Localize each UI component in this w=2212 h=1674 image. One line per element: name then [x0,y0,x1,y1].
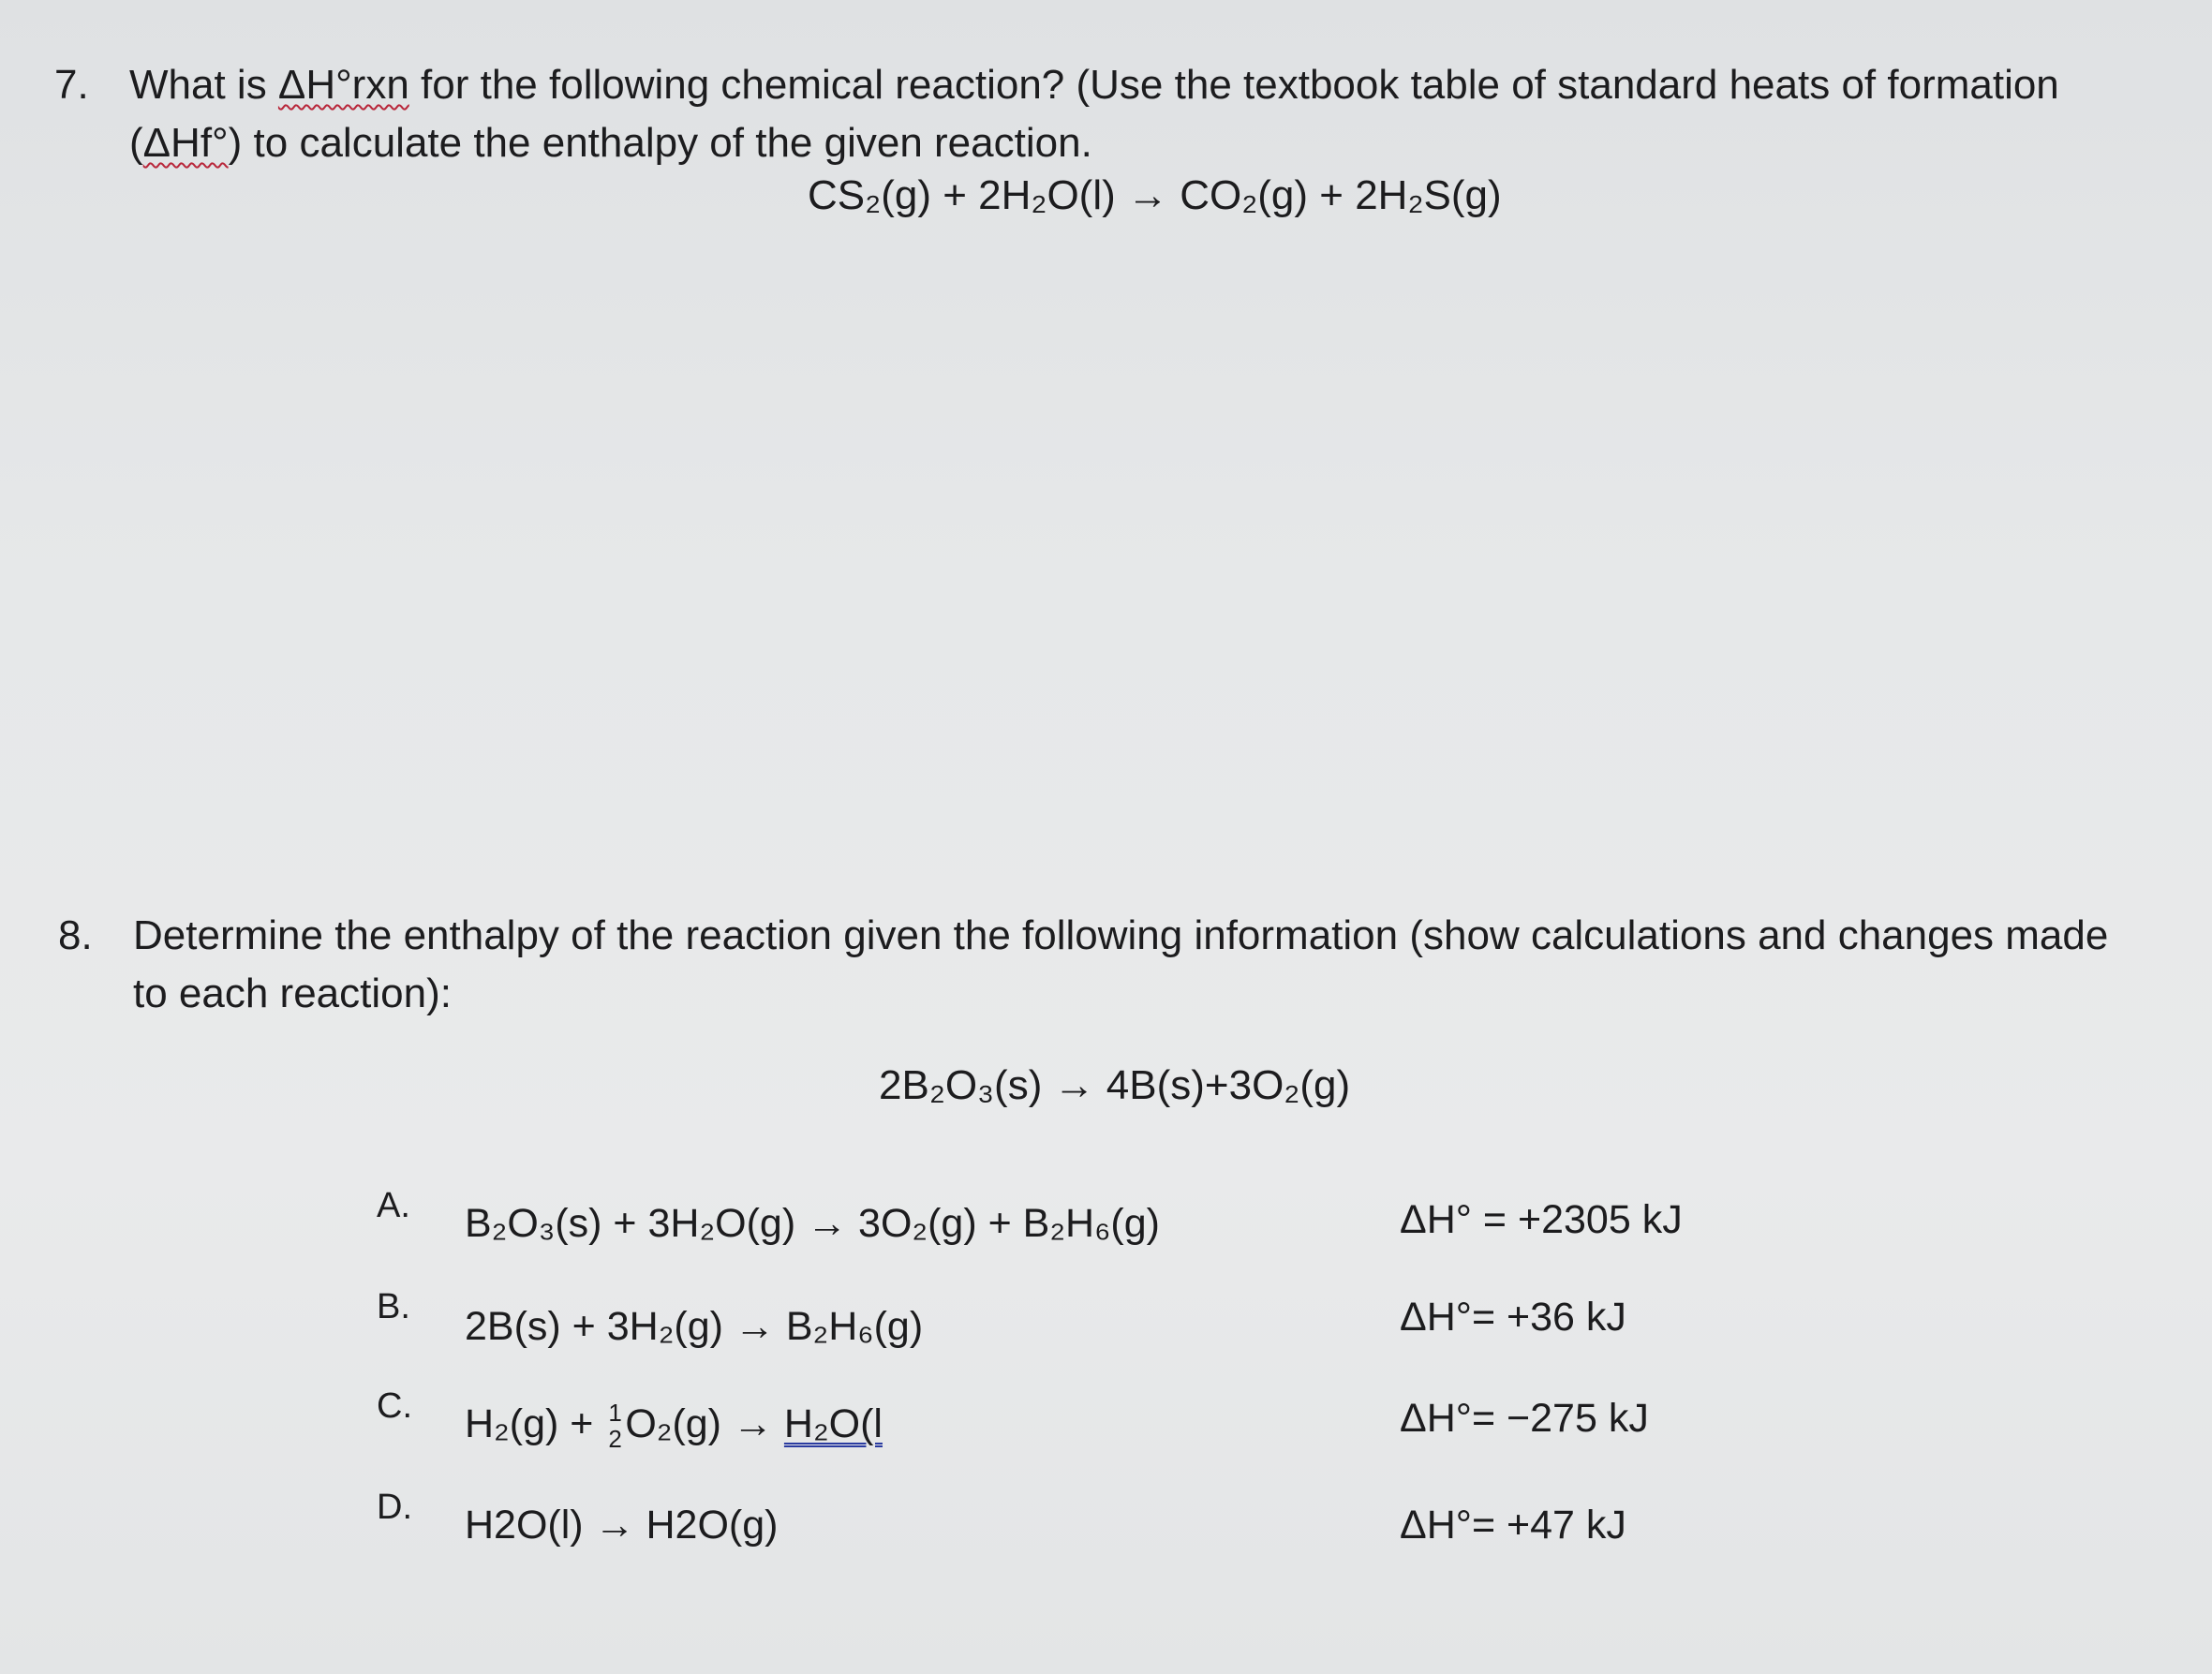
option-b-enthalpy: ΔH°= +36 kJ [1400,1295,1626,1340]
delta-h-rxn: ΔH°rxn [277,62,409,108]
option-c-reaction: H₂(g) + 1 2 O₂(g) → H₂O(l [465,1398,883,1453]
option-c-enthalpy: ΔH°= −275 kJ [1400,1396,1649,1441]
question-8-target-reaction: 2B₂O₃(s) → 4B(s)+3O₂(g) [879,1062,1351,1108]
option-b-letter: B. [377,1287,410,1326]
option-d-reaction: H2O(l) → H2O(g) [465,1503,779,1548]
option-d-letter: D. [377,1488,412,1527]
question-7-prompt: What is ΔH°rxn for the following chemical reaction? (Use the textbook table of standard heats of formation (ΔHf°) to calculate the enthalpy of the given reaction. [129,62,2059,166]
option-a-enthalpy: ΔH° = +2305 kJ [1400,1197,1683,1242]
question-7-number: 7. [54,62,89,108]
water-product: H₂O(l [783,1401,883,1446]
question-8-number: 8. [58,912,93,958]
option-a-letter: A. [377,1186,410,1225]
option-d-enthalpy: ΔH°= +47 kJ [1400,1503,1626,1548]
question-8-prompt: Determine the enthalpy of the reaction given the following information (show calculations and changes made to each reaction): [133,912,2109,1016]
option-b-reaction: 2B(s) + 3H₂(g) → B₂H₆(g) [465,1304,924,1349]
question-7-reaction: CS₂(g) + 2H₂O(l) → CO₂(g) + 2H₂S(g) [808,172,1502,218]
option-c-letter: C. [377,1386,412,1426]
option-a-reaction: B₂O₃(s) + 3H₂O(g) → 3O₂(g) + B₂H₆(g) [465,1201,1160,1246]
delta-h-f: ΔHf° [142,120,229,166]
one-half-fraction: 1 2 [608,1398,622,1453]
